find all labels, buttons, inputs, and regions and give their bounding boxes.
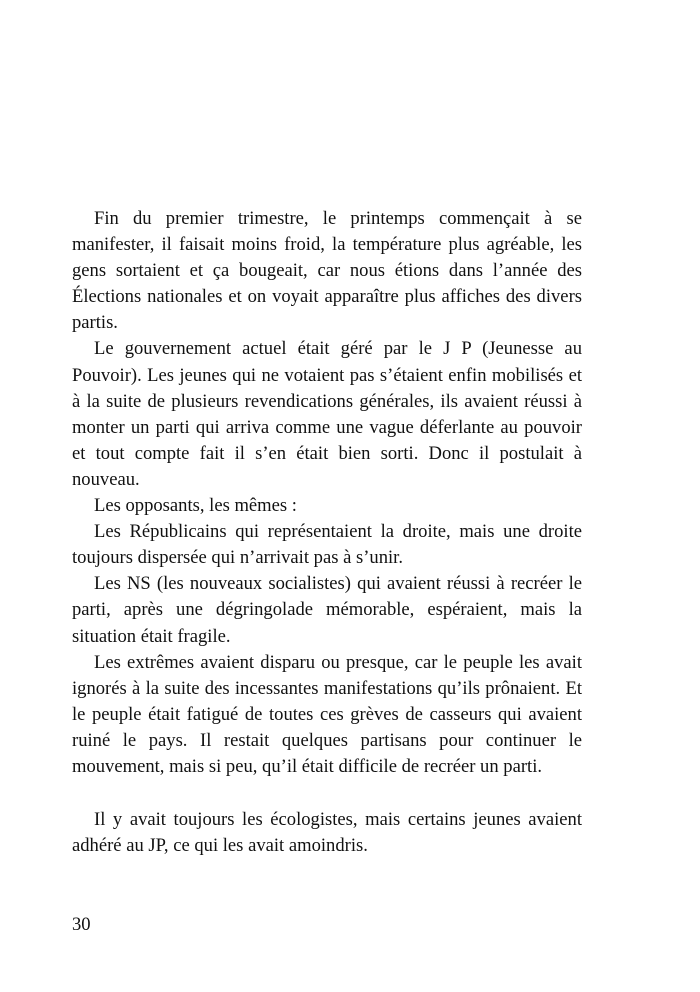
body-text [72, 206, 582, 859]
paragraph-1: Fin du premier trimestre, le printemps commençait à se manifester, il faisait moins froid, la température plus agréable, les gens sortaient et ça bougeait, car nous étions dans l’année des Élections nationales et on voyait apparaître plus affiches des divers partis. [72, 208, 582, 334]
paragraph-gap [72, 780, 582, 807]
paragraph-7: Il y avait toujours les écologistes, mais certains jeunes avaient adhéré au JP, ce qui les avait amoindris. [72, 809, 582, 857]
page-number: 30 [72, 914, 91, 935]
paragraph-6: Les extrêmes avaient disparu ou presque, car le peuple les avait ignorés à la suite des incessantes manifestations qu’ils prônaient. Et le peuple était fatigué de toutes ces grèves de casseurs qui avaient ruiné le pays. Il restait quelques partisans pour continuer le mouvement, mais si peu, qu’il était difficile de recréer un parti. [72, 651, 582, 777]
paragraph-5: Les NS (les nouveaux socialistes) qui avaient réussi à recréer le parti, après une dégringolade mémorable, espéraient, mais la situation était fragile. [72, 573, 582, 647]
paragraph-3: Les opposants, les mêmes : [94, 495, 297, 517]
paragraph-4: Les Républicains qui représentaient la droite, mais une droite toujours dispersée qui n’arrivait pas à s’unir. [72, 521, 582, 569]
paragraph-2: Le gouvernement actuel était géré par le J P (Jeunesse au Pouvoir). Les jeunes qui ne votaient pas s’étaient enfin mobilisés et à la suite de plusieurs revendications générales, ils avaient réussi à monter un parti qui arriva comme une vague déferlante au pouvoir et tout compte fait il s’en était bien sorti. Donc il postulait à nouveau. [72, 338, 582, 490]
